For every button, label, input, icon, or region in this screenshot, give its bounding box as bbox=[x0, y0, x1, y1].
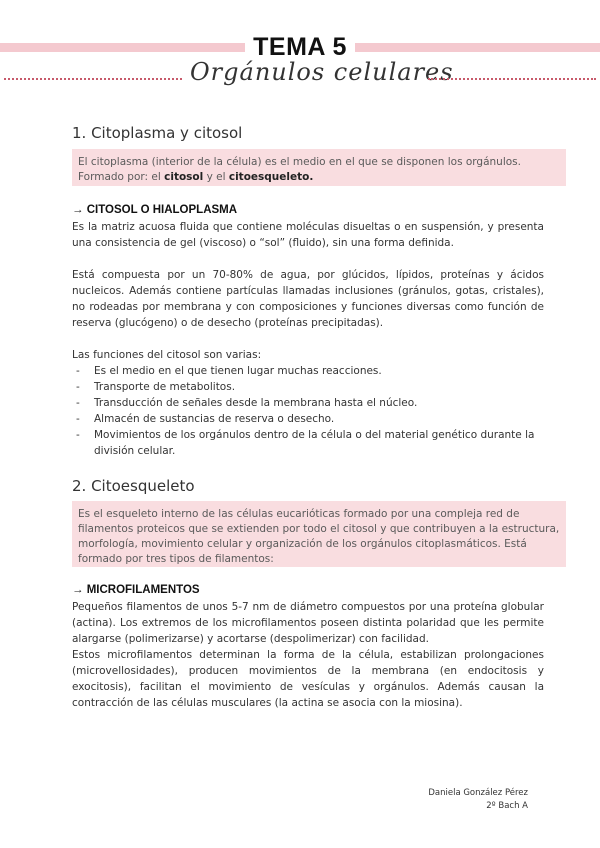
dotted-rule-left bbox=[4, 78, 182, 80]
citosol-paragraph-1: Es la matriz acuosa fluida que contiene moléculas disueltas o en suspensión, y presenta una consistencia de gel (viscoso) o “sol” (fluido), sin una forma definida. bbox=[72, 221, 544, 249]
section-2-box: Es el esqueleto interno de las células eucarióticas formado por una compleja red de filamentos proteicos que se extienden por todo el citosol y que contribuyen a la estructura, morfología, movimiento celular y organización de los orgánulos citoplasmáticos. Está formado por tres tipos de filamentos: bbox=[72, 501, 566, 567]
functions-list bbox=[72, 363, 544, 459]
functions-intro: Las funciones del citosol son varias: bbox=[72, 349, 262, 361]
box-text: El citoplasma (interior de la célula) es el medio en el que se disponen los orgánulos. Formado por: el bbox=[78, 156, 521, 183]
section-1-heading: 1. Citoplasma y citosol bbox=[72, 124, 243, 142]
footer bbox=[428, 787, 528, 813]
section-1-box bbox=[72, 149, 566, 186]
list-item: - Transducción de señales desde la membrana hasta el núcleo. bbox=[72, 395, 544, 411]
microfilamentos-subheading: → MICROFILAMENTOS bbox=[72, 584, 200, 596]
box-bold-citosol: citosol bbox=[164, 171, 204, 183]
list-item: - Transporte de metabolitos. bbox=[72, 379, 544, 395]
microfilamentos-paragraph-2: Estos microfilamentos determinan la forma de la célula, estabilizan prolongaciones (microvellosidades), producen movimientos de la membrana (en endocitosis y exocitosis), facilitan el movimiento de vesículas y orgánulos. Además causan la contracción de las células musculares (la actina se asocia con la miosina). bbox=[72, 649, 544, 709]
list-item: - Es el medio en el que tienen lugar muchas reacciones. bbox=[72, 363, 544, 379]
citosol-paragraph-2: Está compuesta por un 70-80% de agua, por glúcidos, lípidos, proteínas y ácidos nucleicos. Además contiene partículas llamadas inclusiones (gránulos, gotas, cristales), no rodeadas por membrana y con composiciones y funciones diversas como función de reserva (glucógeno) o de desecho (proteínas precipitadas). bbox=[72, 269, 544, 329]
footer-author: Daniela González Pérez bbox=[428, 788, 528, 798]
footer-course: 2º Bach A bbox=[486, 801, 528, 811]
citosol-subheading: → CITOSOL O HIALOPLASMA bbox=[72, 204, 238, 216]
dotted-rule-right bbox=[428, 78, 596, 80]
page-title: TEMA 5 bbox=[245, 32, 355, 62]
subtitle-row bbox=[0, 58, 600, 90]
section-2-heading: 2. Citoesqueleto bbox=[72, 477, 195, 495]
box-bold-citoesqueleto: citoesqueleto. bbox=[228, 171, 314, 183]
microfilamentos-paragraph-1: Pequeños filamentos de unos 5-7 nm de diámetro compuestos por una proteína globular (actina). Los extremos de los microfilamentos poseen distinta polaridad que les permite alargarse (polimerizarse) y acortarse (despolimerizar) con facilidad. bbox=[72, 601, 544, 645]
page-subtitle: Orgánulos celulares bbox=[190, 58, 454, 86]
list-item: - Almacén de sustancias de reserva o desecho. bbox=[72, 411, 544, 427]
list-item: - Movimientos de los orgánulos dentro de la célula o del material genético durante la división celular. bbox=[72, 427, 544, 459]
box-text: y el bbox=[203, 171, 229, 183]
